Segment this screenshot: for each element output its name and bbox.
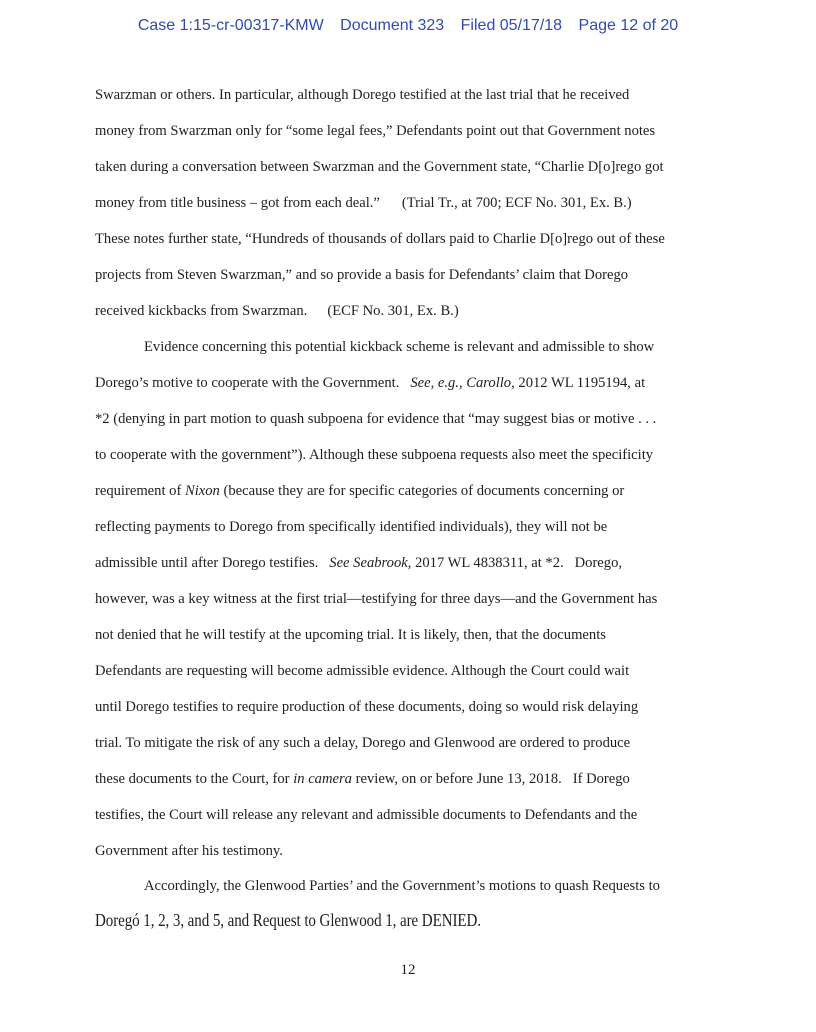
text-line: reflecting payments to Dorego from specifically identified individuals), they will not be <box>95 519 608 535</box>
text-line: Accordingly, the Glenwood Parties’ and the Government’s motions to quash Requests to <box>144 878 660 894</box>
document-number: Document 323 <box>340 17 445 34</box>
text-line: Doregó 1, 2, 3, and 5, and Request to Glenwood 1, are DENIED. <box>95 910 481 930</box>
case-name: Nixon <box>184 483 220 499</box>
text-line <box>95 770 630 788</box>
text-span: admissible until after Dorego testifies. <box>95 555 330 571</box>
text-line: taken during a conversation between Swarzman and the Government state, “Charlie D[o]rego got <box>95 159 664 175</box>
citation: (Trial Tr., at 700; ECF No. 301, Ex. B.) <box>401 195 632 211</box>
text-line <box>95 374 645 392</box>
italic-signal: See, e.g. <box>410 375 459 391</box>
text-line: until Dorego testifies to require production of these documents, doing so would risk delaying <box>95 699 639 715</box>
text-line: Swarzman or others. In particular, although Dorego testified at the last trial that he received <box>95 87 630 103</box>
text-span: these documents to the Court, for <box>95 771 294 787</box>
filed-date: Filed 05/17/18 <box>460 17 563 34</box>
text-line: money from Swarzman only for “some legal fees,” Defendants point out that Government notes <box>95 123 656 139</box>
text-line <box>95 302 459 320</box>
text-line: Government after his testimony. <box>95 843 283 859</box>
text-span: , <box>458 375 467 391</box>
text-line: Evidence concerning this potential kickback scheme is relevant and admissible to show <box>144 339 655 355</box>
text-line <box>95 194 632 212</box>
text-span: requirement of <box>95 483 185 499</box>
text-span: received kickbacks from Swarzman. <box>95 303 308 319</box>
text-span: Dorego’s motive to cooperate with the Government. <box>95 375 411 391</box>
text-line: trial. To mitigate the risk of any such a delay, Dorego and Glenwood are ordered to produce <box>95 735 631 751</box>
italic-term: in camera <box>293 771 352 787</box>
case-number: Case 1:15-cr-00317-KMW <box>137 17 324 34</box>
text-span: review, on or before June 13, 2018. If Dorego <box>351 771 630 787</box>
text-span: money from title business – got from each deal.” <box>95 195 380 211</box>
text-line <box>95 482 624 500</box>
text-span: (because they are for specific categories of documents concerning or <box>219 483 625 499</box>
text-line: These notes further state, “Hundreds of thousands of dollars paid to Charlie D[o]rego out of these <box>95 231 665 247</box>
text-line: Defendants are requesting will become admissible evidence. Although the Court could wait <box>95 663 630 679</box>
text-line: *2 (denying in part motion to quash subpoena for evidence that “may suggest bias or motive . . . <box>95 411 657 427</box>
case-header <box>0 17 816 35</box>
text-line: however, was a key witness at the first trial—testifying for three days—and the Government has <box>95 591 658 607</box>
text-span: , 2012 WL 1195194, at <box>511 375 646 391</box>
text-line: testifies, the Court will release any relevant and admissible documents to Defendants and the <box>95 807 638 823</box>
case-name: Carollo <box>466 375 512 391</box>
text-line: to cooperate with the government”). Although these subpoena requests also meet the specificity <box>95 447 654 463</box>
case-name: See Seabrook <box>329 555 408 571</box>
text-line: not denied that he will testify at the upcoming trial. It is likely, then, that the documents <box>95 627 606 643</box>
text-line: projects from Steven Swarzman,” and so provide a basis for Defendants’ claim that Dorego <box>95 267 629 283</box>
text-span: , 2017 WL 4838311, at *2. Dorego, <box>407 555 623 571</box>
page-number: 12 <box>400 962 416 978</box>
text-line <box>95 554 622 572</box>
page-indicator: Page 12 of 20 <box>578 17 679 34</box>
citation: (ECF No. 301, Ex. B.) <box>327 303 459 319</box>
